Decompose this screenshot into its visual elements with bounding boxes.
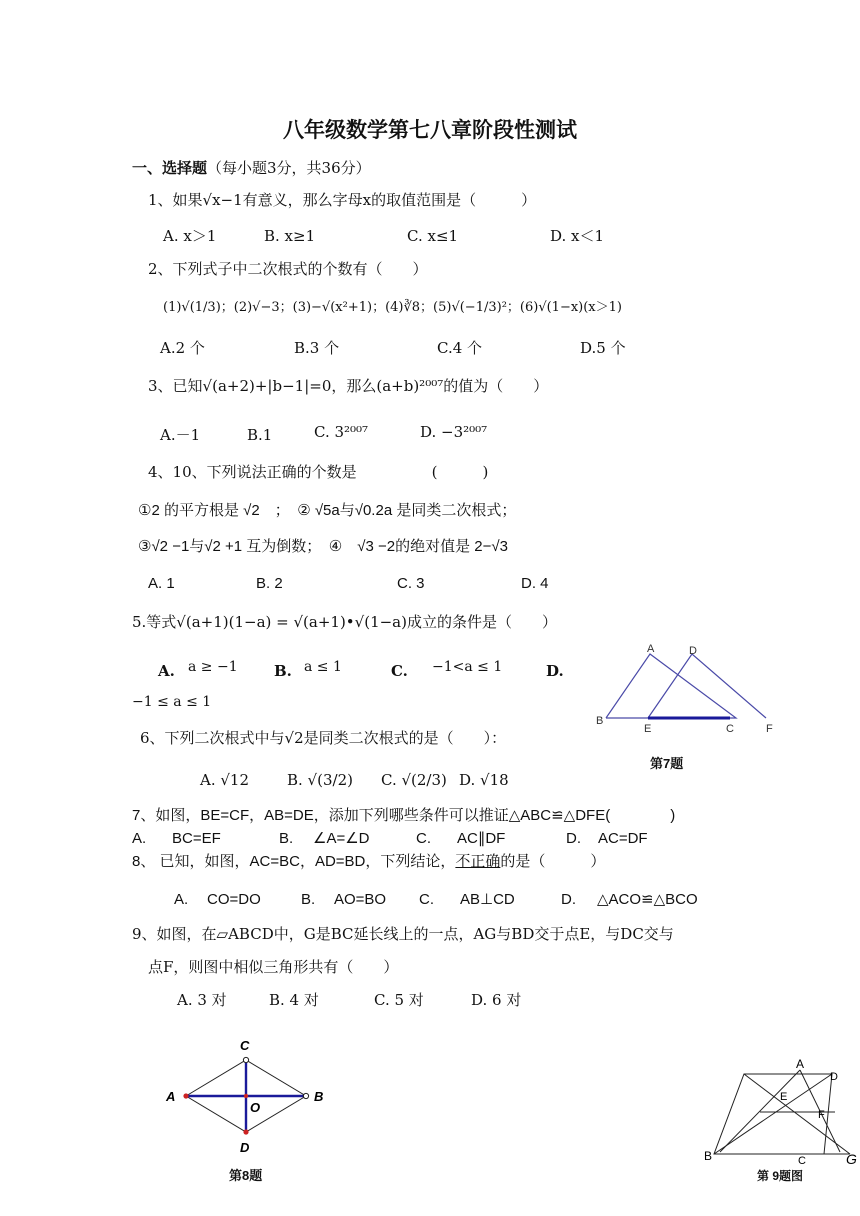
q1-option-c: C. x≤1 xyxy=(407,227,459,245)
q2-option-d: D.5 个 xyxy=(580,339,626,357)
q2-option-c: C.4 个 xyxy=(437,339,483,357)
q5-option-b-text: a ≤ 1 xyxy=(304,659,342,675)
figure-8 xyxy=(160,1034,340,1158)
label-a: A xyxy=(166,1089,176,1104)
q5-option-a-text: a ≥ −1 xyxy=(188,659,238,675)
question-9-stem-line-1: 9、如图，在▱ABCD中，G是BC延长线上的一点，AG与BD交于点E，与DC交与 xyxy=(132,925,674,943)
question-4-stem: 4、10、下列说法正确的个数是 ( ) xyxy=(148,463,489,481)
q8-stem-post: 的是（ ） xyxy=(500,853,606,870)
q3-option-c: C. 3²⁰⁰⁷ xyxy=(314,423,369,441)
figure-9-caption: 第 9题图 xyxy=(757,1169,804,1183)
point-o xyxy=(244,1094,248,1098)
section-note: （每小题3分，共36分） xyxy=(207,159,371,177)
q7-option-d-text: AC=DF xyxy=(598,830,648,847)
triangle-abc xyxy=(606,654,736,718)
q8-option-c-letter: C. xyxy=(419,891,434,908)
q6-option-d: D. √18 xyxy=(459,771,509,789)
question-5-stem: 5.等式√(a+1)(1−a) = √(a+1)•√(1−a)成立的条件是（ ） xyxy=(132,613,557,631)
q9-option-c: C. 5 对 xyxy=(374,991,424,1009)
q4-item-row-2: ③√2 −1与√2 +1 互为倒数； ④ √3 −2的绝对值是 2−√3 xyxy=(138,538,508,555)
q8-option-d-letter: D. xyxy=(561,891,576,908)
label-c: C xyxy=(726,723,734,735)
label-b: B xyxy=(314,1089,324,1104)
q8-option-a-text: CO=DO xyxy=(207,891,261,908)
question-7-stem: 7、如图，BE=CF，AB=DE，添加下列哪些条件可以推证△ABC≌△DFE( ) xyxy=(132,807,676,824)
label-d: D xyxy=(830,1071,838,1083)
point-d xyxy=(243,1129,248,1134)
q7-option-c-text: AC∥DF xyxy=(457,830,506,847)
label-a: A xyxy=(796,1057,805,1071)
question-6-stem: 6、下列二次根式中与√2是同类二次根式的是（ ）： xyxy=(140,729,507,747)
label-d: D xyxy=(689,645,697,657)
label-b: B xyxy=(704,1149,713,1163)
q2-formula-list: (1)√(1/3)；(2)√−3；(3)−√(x²+1)；(4)∛8；(5)√(−1/3)²；(6)√(1−x)(x＞1) xyxy=(163,300,622,315)
question-2-stem: 2、下列式子中二次根式的个数有（ ） xyxy=(148,260,428,278)
q5-option-c-letter: C. xyxy=(391,662,408,680)
q7-option-a-letter: A. xyxy=(132,830,147,847)
q3-option-a: A.－1 xyxy=(160,426,201,444)
label-e: E xyxy=(644,723,652,735)
q5-option-d-text: −1 ≤ a ≤ 1 xyxy=(132,694,212,710)
q4-option-c: C. 3 xyxy=(397,575,425,592)
label-d: D xyxy=(240,1140,250,1155)
label-g: G xyxy=(846,1151,857,1164)
q4-option-a: A. 1 xyxy=(148,575,175,592)
q1-option-b: B. x≥1 xyxy=(264,227,316,245)
point-b xyxy=(303,1093,308,1098)
q6-option-c: C. √(2/3) xyxy=(381,771,447,789)
q5-option-c-text: −1<a ≤ 1 xyxy=(432,659,503,675)
label-f: F xyxy=(766,723,773,735)
q7-option-a-text: BC=EF xyxy=(172,830,221,847)
line-ag xyxy=(744,1074,850,1154)
point-a xyxy=(183,1093,188,1098)
page-title: 八年级数学第七八章阶段性测试 xyxy=(283,118,577,142)
q4-option-d: D. 4 xyxy=(521,575,549,592)
q6-option-b: B. √(3/2) xyxy=(287,771,353,789)
line-bd xyxy=(714,1074,832,1154)
q5-option-a-letter: A. xyxy=(158,662,175,680)
section-heading xyxy=(132,158,371,178)
q2-option-b: B.3 个 xyxy=(294,339,340,357)
q2-option-a: A.2 个 xyxy=(160,339,205,357)
q3-option-b: B.1 xyxy=(247,426,273,444)
q8-option-b-letter: B. xyxy=(301,891,316,908)
q1-option-d: D. x＜1 xyxy=(550,227,605,245)
q4-item-row-1: ①2 的平方根是 √2 ； ② √5a与√0.2a 是同类二次根式； xyxy=(138,502,517,519)
q7-option-b-letter: B. xyxy=(279,830,294,847)
label-c: C xyxy=(240,1038,250,1053)
q8-option-d-text: △ACO≌△BCO xyxy=(597,891,698,908)
q7-option-d-letter: D. xyxy=(566,830,581,847)
q8-stem-pre: 8、 已知，如图，AC=BC，AD=BD，下列结论， xyxy=(132,853,456,870)
q5-option-d-letter: D. xyxy=(546,662,564,680)
q8-stem-emphasis: 不正确 xyxy=(455,853,501,870)
q3-option-d: D. −3²⁰⁰⁷ xyxy=(420,423,488,441)
label-e: E xyxy=(780,1091,788,1103)
label-f: F xyxy=(818,1109,825,1121)
figure-8-caption: 第8题 xyxy=(229,1168,263,1183)
q4-option-b: B. 2 xyxy=(256,575,283,592)
q9-option-a: A. 3 对 xyxy=(177,991,227,1009)
q9-option-d: D. 6 对 xyxy=(471,991,522,1009)
question-1-stem: 1、如果√x−1有意义，那么字母x的取值范围是（ ） xyxy=(148,191,537,209)
question-3-stem: 3、已知√(a+2)+|b−1|=0，那么(a+b)²⁰⁰⁷的值为（ ） xyxy=(148,377,549,395)
line-a2 xyxy=(720,1070,800,1152)
q8-option-a-letter: A. xyxy=(174,891,189,908)
q8-option-c-text: AB⊥CD xyxy=(460,891,515,908)
label-o: O xyxy=(250,1100,261,1115)
q6-option-a: A. √12 xyxy=(200,771,250,789)
figure-7 xyxy=(592,642,782,738)
q8-option-b-text: AO=BO xyxy=(334,891,387,908)
q9-option-b: B. 4 对 xyxy=(269,991,319,1009)
q1-option-a: A. x＞1 xyxy=(163,227,217,245)
point-c xyxy=(243,1057,248,1062)
q7-option-c-letter: C. xyxy=(416,830,431,847)
label-a: A xyxy=(647,643,655,655)
section-label: 一、选择题 xyxy=(132,159,208,177)
question-9-stem-line-2: 点F，则图中相似三角形共有（ ） xyxy=(148,958,399,976)
q7-option-b-text: ∠A=∠D xyxy=(313,830,370,847)
figure-7-caption: 第7题 xyxy=(650,756,684,771)
label-c: C xyxy=(798,1155,806,1164)
figure-9 xyxy=(700,1052,860,1164)
question-8-stem xyxy=(132,852,605,872)
label-b: B xyxy=(596,715,604,727)
triangle-dfe xyxy=(648,654,766,718)
q5-option-b-letter: B. xyxy=(274,662,292,680)
